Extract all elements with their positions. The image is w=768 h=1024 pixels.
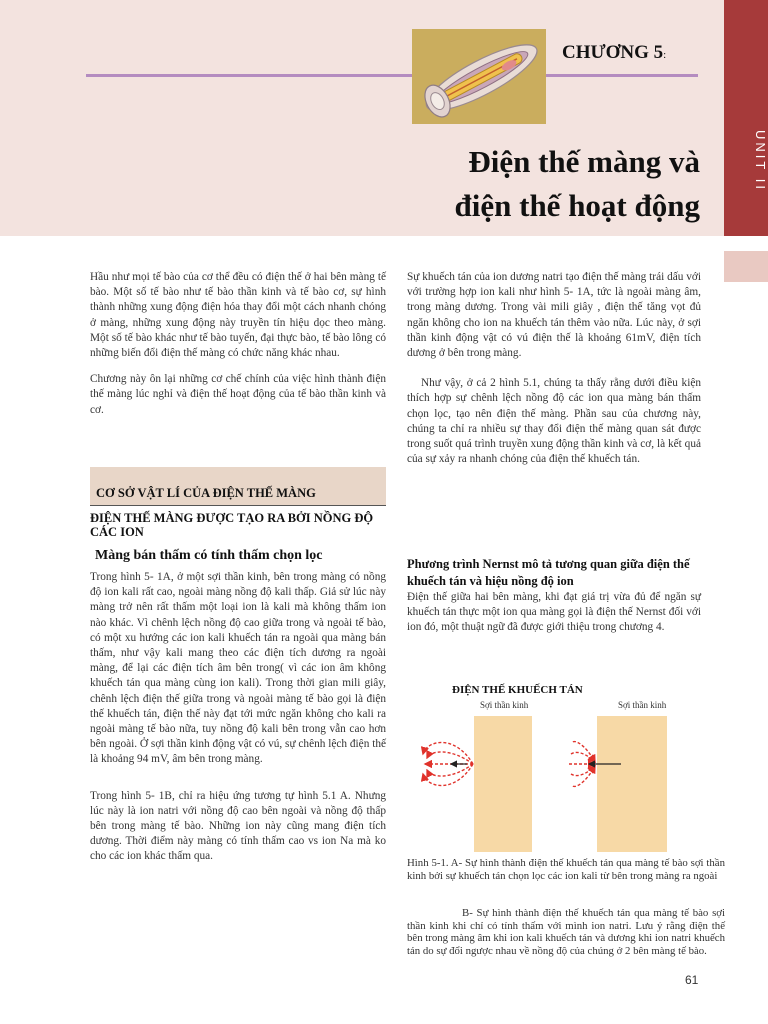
figure-caption-b: B- Sự hình thành điện thế khuếch tán qua màng tế bào sợi thần kinh khi chỉ có tính thấm với mình ion natri. Lưu ý rằng điện thế bên trong màng âm khi ion kali khuếch tán và dương khi ion natri khuếch tán do sự đổi ngược nhau về nồng độ của chúng ở 2 bên màng tế bào. (407, 907, 726, 957)
page-number: 61 (685, 973, 699, 987)
nerve-fiber-b (597, 716, 667, 852)
nernst-heading: Phương trình Nernst mô tả tương quan giữa điện thế khuếch tán và hiệu nồng độ ion (407, 557, 690, 588)
figure-caption-a: Hình 5-1. A- Sự hình thành điện thế khuếch tán qua màng tế bào sợi thần kinh bởi sự khuếch tán chọn lọc các ion kali từ bên trong màng ra ngoài (407, 857, 725, 882)
section-heading: CƠ SỞ VẬT LÍ CỦA ĐIỆN THẾ MÀNG (96, 486, 316, 500)
body-text (90, 570, 386, 876)
diffusion-figure (407, 712, 707, 852)
body-paragraph-2: Trong hình 5- 1B, chỉ ra hiệu ứng tương tự hình 5.1 A. Nhưng lúc này là ion natri với nồng độ cao bên ngoài và nồng độ thấp bên trong màng tế bào. Những ion này cũng mang điện tích dương. Thời điểm này màng có tính thấm cao vs ion Na mà ko cho các ion khác thấm qua. (90, 789, 386, 863)
right-paragraph-2: Như vậy, ở cả 2 hình 5.1, chúng ta thấy rằng dưới điều kiện thích hợp sự chênh lệch nồng độ các ion qua màng bán thấm chọn lọc, tạo nên điện thế màng. Phần sau của chương này, chúng ta chỉ ra nhiều sự thay đổi điện thế màng quan sát được trong suốt quá trình truyền xung động thần kinh và cơ, là kết quả của sự xảy ra nhanh chóng của điện thế khuếch tán. (407, 377, 701, 466)
right-text (407, 270, 701, 478)
intro-text (90, 270, 386, 429)
figure-label-left: Sợi thần kinh (480, 700, 529, 710)
unit-strip (724, 0, 768, 236)
title-line-2: điện thế hoạt động (454, 188, 700, 223)
title-line-1: Điện thế màng và (468, 144, 700, 179)
subsubheading: Màng bán thấm có tính thấm chọn lọc (95, 548, 323, 563)
subheading: ĐIỆN THẾ MÀNG ĐƯỢC TẠO RA BỞI NỒNG ĐỘ CÁC ION (90, 511, 374, 539)
chapter-illustration (412, 29, 546, 124)
section-heading-bar (90, 467, 386, 506)
chapter-label: CHƯƠNG 5: (562, 42, 667, 63)
figure-label-right: Sợi thần kinh (618, 700, 667, 710)
right-paragraph-1: Sự khuếch tán của ion dương natri tạo điện thế màng trái dấu với với trường hợp ion kali như hình 5- 1A, tức là ngoài màng âm, trong màng dương. Trong vài mili giây , điện thế tăng vọt đủ ngăn không cho ion na khuếch tán thêm vào nữa. Lúc này, ở sợi thần kinh động vật có vú điện thế là khoảng 61mV, điện tích dương ở bên trong màng. (407, 271, 701, 360)
intro-paragraph-1: Hầu như mọi tế bào của cơ thể đều có điện thế ở hai bên màng tế bào. Một số tế bào như tế bào thần kinh và tế bào cơ, sự hình thành những xung động điện hóa thay đổi một cách nhanh chóng ở màng, những xung động này truyền tín hiệu dọc theo màng. Một số tế bào khác như tế bào tuyến, đại thực bào, tế bào lông có những biến đổi điện thế màng có chức năng khác nhau. (90, 271, 386, 360)
unit-tab-block (724, 251, 768, 282)
unit-label: UNIT II (753, 130, 768, 192)
figure-title: ĐIỆN THẾ KHUẾCH TÁN (452, 684, 583, 696)
nerve-fiber-a (474, 716, 532, 852)
nernst-paragraph: Điện thế giữa hai bên màng, khi đạt giá trị vừa đủ để ngăn sự khuếch tán thực một ion qua màng gọi là điện thế Nernst đối với ion đó, một thuật ngữ đã được giới thiệu trong chương 4. (407, 591, 701, 634)
nernst-text (407, 590, 701, 647)
page-title (280, 140, 700, 228)
intro-paragraph-2: Chương này ôn lại những cơ chế chính của việc hình thành điện thế màng lúc nghỉ và điện thế hoạt động của tế bào thần kinh và cơ. (90, 373, 386, 416)
header-rule (86, 74, 698, 77)
body-paragraph-1: Trong hình 5- 1A, ở một sợi thần kinh, bên trong màng có nồng độ ion kali rất cao, ngoài màng nồng độ kali thấp. Giả sử lúc này màng trở nên rất thấm một loại ion là kali mà không thấm ion nào khác. Vì chênh lệch nồng độ cao giữa trong và ngoài tế bào, có một xu hướng các ion kali khuếch tán ra ngoài qua màng bán thấm, như vậy kali mang theo các điện tích dương ra ngoài màng, để lại các điện tích âm bên trong( vì các ion âm không khuếch tán qua màng cùng ion kali). Trong thời gian mili giây, chênh lệch điện thế giữa trong và ngoài màng tế bào gọi là điện thế khuếch tán, điện thế này đạt tới mức ngăn không cho kali ra ngoài màng tế bào nữa, tuy nồng độ kali bên trong vẫn cao hơn bên ngoài. Ở sợi thần kinh động vật có vú, sự chênh lệch điện thế là khoảng 94 mV, âm bên trong màng. (90, 571, 386, 766)
